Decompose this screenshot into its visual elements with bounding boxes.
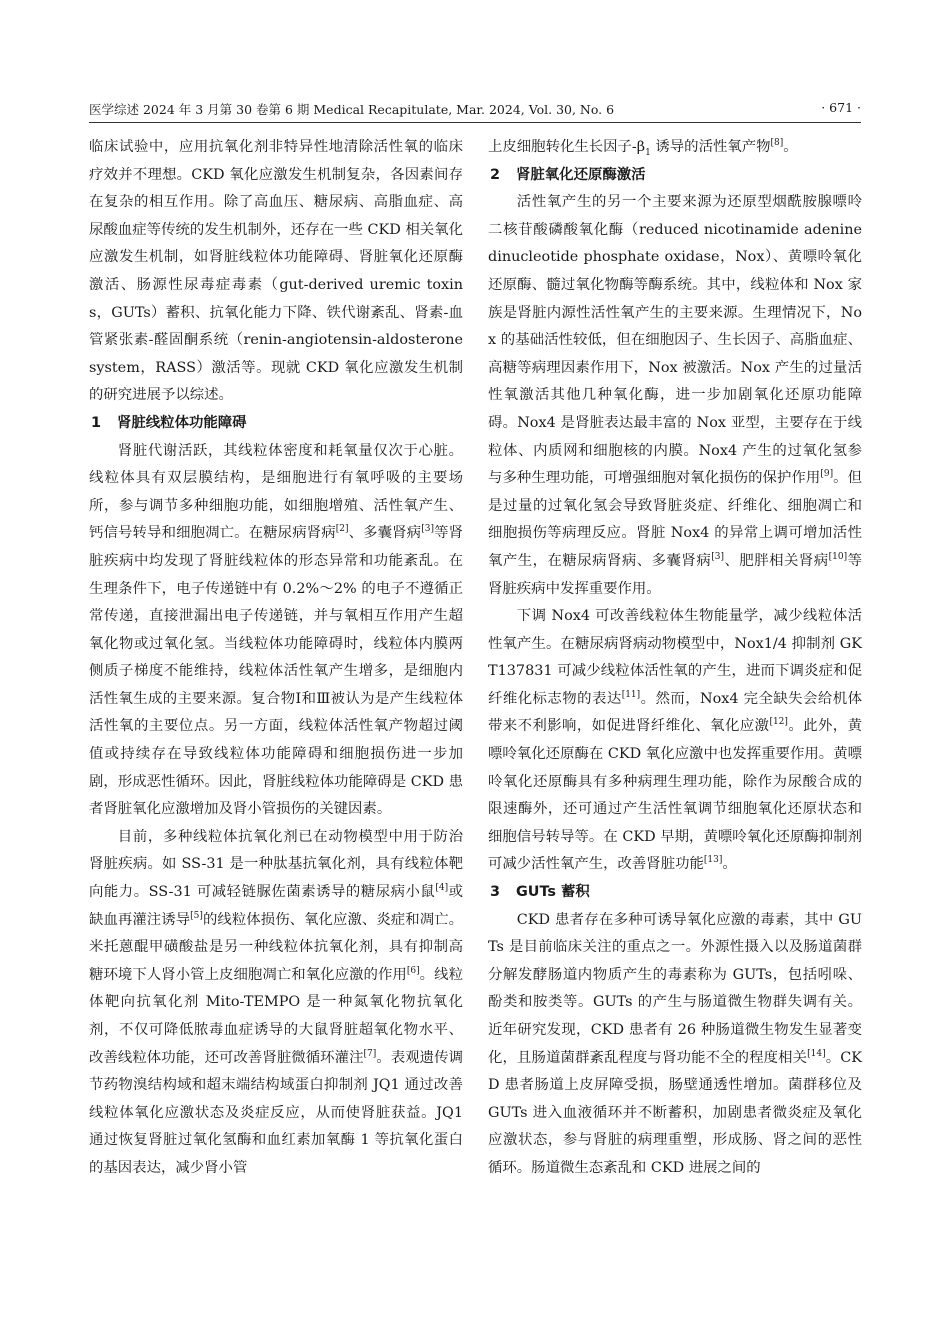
section-1-paragraph-2: 目前，多种线粒体抗氧化剂已在动物模型中用于防治肾脏疾病。如 SS-31 是一种肽基抗氧化剂，具有线粒体靶向能力。SS-31 可减轻链脲佐菌素诱导的糖尿病小鼠[4]或缺血再灌注诱导[5]的线粒体损伤、氧化应激、炎症和凋亡。米托蒽醌甲磺酸盐是另一种线粒体抗氧化剂，具有抑制高糖环境下人肾小管上皮细胞凋亡和氧化应激的作用[6]。线粒体靶向抗氧化剂 Mito-TEMPO 是一种氮氧化物抗氧化剂，不仅可降低脓毒血症诱导的大鼠肾脏超氧化物水平、改善线粒体功能，还可改善肾脏微循环灌注[7]。表观遗传调节药物溴结构域和超末端结构域蛋白抑制剂 JQ1 通过改善线粒体氧化应激状态及炎症反应，从而使肾脏获益。JQ1 通过恢复肾脏过氧化氢酶和血红素加氧酶 1 等抗氧化蛋白的基因表达，减少肾小管 (89, 828, 463, 1176)
citation: [10] (828, 552, 848, 563)
section-heading-3: 3 GUTs 蓄积 (490, 884, 590, 901)
section-3-paragraph-1: CKD 患者存在多种可诱导氧化应激的毒素，其中 GUTs 是目前临床关注的重点之一。外源性摄入以及肠道菌群分解发酵肠道内物质产生的毒素称为 GUTs，包括吲哚、酚类和胺类等。GUTs 的产生与肠道微生物群失调有关。近年研究发现，CKD 患者有 26 种肠道微生物发生显著变化，且肠道菌群紊乱程度与肾功能不全的程度相关[14]。CKD 患者肠道上皮屏障受损，肠壁通透性增加。菌群移位及 GUTs 进入血液循环并不断蓄积，加剧患者微炎症及氧化应激状态，参与肾脏的病理重塑，形成肠、肾之间的恶性循环。肠道微生态紊乱和 CKD 进展之间的 (488, 911, 862, 1176)
section-2-paragraph-1: 活性氧产生的另一个主要来源为还原型烟酰胺腺嘌呤二核苷酸磷酸氧化酶（reduced nicotinamide adenine dinucleotide phosphate oxidase，Nox）、黄嘌呤氧化还原酶、髓过氧化物酶等酶系统。其中，线粒体和 Nox 家族是肾脏内源性活性氧产生的主要来源。生理情况下，Nox 的基础活性较低，但在细胞因子、生长因子、高脂血症、高糖等病理因素作用下，Nox 被激活。Nox 产生的过量活性氧激活其他几种氧化酶，进一步加剧氧化还原功能障碍。Nox4 是肾脏表达最丰富的 Nox 亚型，主要存在于线粒体、内质网和细胞核的内膜。Nox4 产生的过氧化氢参与多种生理功能，可增强细胞对氧化损伤的保护作用[9]。但是过量的过氧化氢会导致肾脏炎症、纤维化、细胞凋亡和细胞损伤等病理反应。肾脏 Nox4 的异常上调可增加活性氧产生，在糖尿病肾病、多囊肾病[3]、肥胖相关肾病[10]等肾脏疾病中发挥重要作用。 (488, 194, 862, 597)
left-column (89, 134, 463, 1183)
citation: [5] (190, 910, 203, 921)
continued-paragraph: 上皮细胞转化生长因子$-\beta_1$ 诱导的活性氧产物[8]。 (488, 138, 798, 158)
citation: [4] (435, 883, 449, 894)
citation: [3] (711, 552, 724, 563)
running-header (89, 98, 861, 123)
section-heading-2: 2 肾脏氧化还原酶激活 (490, 166, 646, 183)
citation: [11] (621, 690, 641, 701)
section-1-paragraph-1: 肾脏代谢活跃，其线粒体密度和耗氧量仅次于心脏。线粒体具有双层膜结构，是细胞进行有氧呼吸的主要场所，参与调节多种细胞功能，如细胞增殖、活性氧产生、钙信号转导和细胞凋亡。在糖尿病肾病[2]、多囊肾病[3]等肾脏疾病中均发现了肾脏线粒体的形态异常和功能紊乱。在生理条件下，电子传递链中有 0.2%～2% 的电子不遵循正常传递，直接泄漏出电子传递链，并与氧相互作用产生超氧化物或过氧化氢。当线粒体功能障碍时，线粒体内膜两侧质子梯度不能维持，线粒体活性氧产生增多，是细胞内活性氧生成的主要来源。复合物Ⅰ和Ⅲ被认为是产生线粒体活性氧的主要位点。另一方面，线粒体活性氧产物超过阈值或持续存在导致线粒体功能障碍和细胞损伤进一步加剧，形成恶性循环。因此，肾脏线粒体功能障碍是 CKD 患者肾脏氧化应激增加及肾小管损伤的关键因素。 (89, 442, 463, 818)
citation: [8] (770, 138, 784, 149)
section-heading-1: 1 肾脏线粒体功能障碍 (91, 414, 247, 431)
section-2-paragraph-2: 下调 Nox4 可改善线粒体生物能量学，减少线粒体活性氧产生。在糖尿病肾病动物模型中，Nox1/4 抑制剂 GKT137831 可减少线粒体活性氧的产生，进而下调炎症和促纤维化标志物的表达[11]。然而，Nox4 完全缺失会给机体带来不利影响，如促进肾纤维化、氧化应激[12]。此外，黄嘌呤氧化还原酶在 CKD 氧化应激中也发挥重要作用。黄嘌呤氧化还原酶具有多种病理生理功能，除作为尿酸合成的限速酶外，还可通过产生活性氧调节细胞氧化还原状态和细胞信号转导等。在 CKD 早期，黄嘌呤氧化还原酶抑制剂可减少活性氧产生，改善肾脏功能[13]。 (488, 608, 862, 873)
citation: [6] (406, 966, 420, 977)
citation: [12] (769, 717, 788, 728)
intro-paragraph: 临床试验中，应用抗氧化剂非特异性地清除活性氧的临床疗效并不理想。CKD 氧化应激发生机制复杂，各因素间存在复杂的相互作用。除了高血压、糖尿病、高脂血症、高尿酸血症等传统的发生机制外，还存在一些 CKD 相关氧化应激发生机制，如肾脏线粒体功能障碍、肾脏氧化还原酶激活、肠源性尿毒症毒素（gut-derived uremic toxins，GUTs）蓄积、抗氧化能力下降、铁代谢紊乱、肾素-血管紧张素-醛固酮系统（renin-angiotensin-aldosterone system，RASS）激活等。现就 CKD 氧化应激发生机制的研究进展予以综述。 (89, 139, 463, 404)
citation: [3] (421, 524, 434, 535)
citation: [13] (703, 855, 723, 866)
citation: [14] (807, 1048, 826, 1059)
citation: [9] (820, 469, 834, 480)
right-column (488, 134, 862, 1183)
page-number: · 671 · (821, 100, 861, 115)
journal-info: 医学综述 2024 年 3 月第 30 卷第 6 期 Medical Recapitulate, Mar. 2024, Vol. 30, No. 6 (89, 102, 615, 117)
citation: [7] (363, 1048, 377, 1059)
citation: [2] (335, 524, 349, 535)
